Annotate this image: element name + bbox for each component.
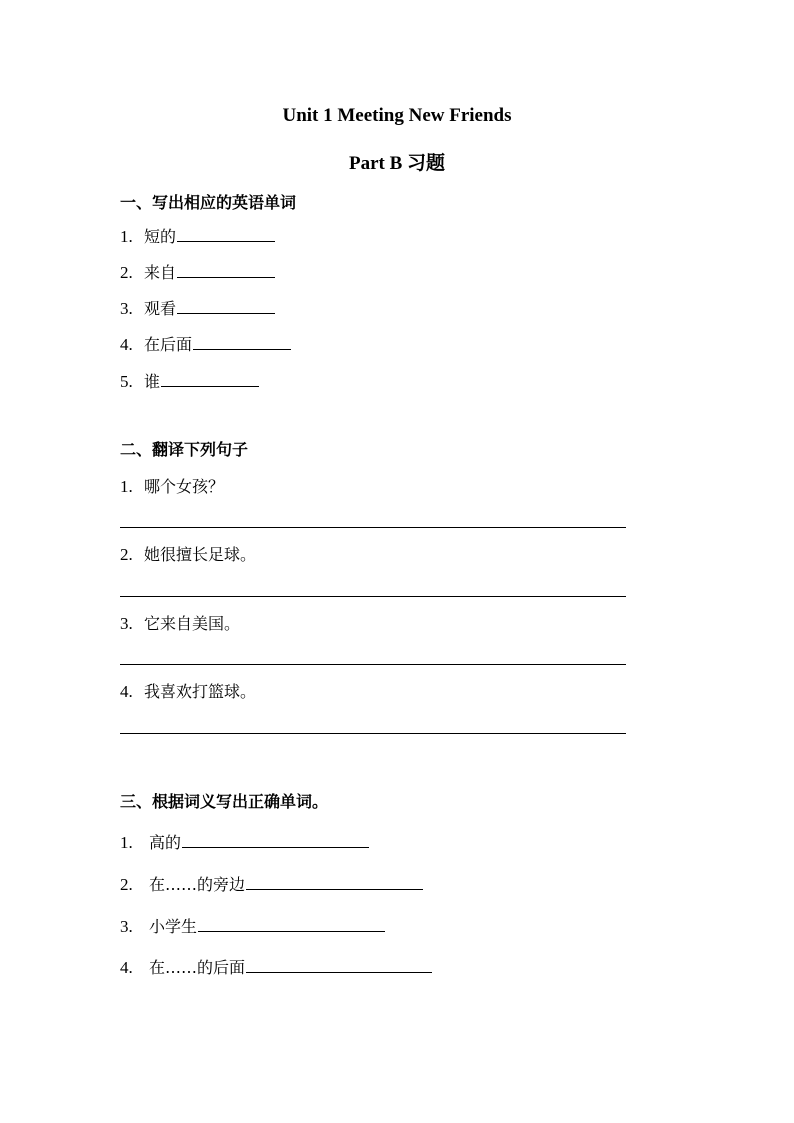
s3-item-1-blank[interactable] [182, 831, 369, 848]
s2-item-3 [120, 611, 240, 634]
s1-item-2 [120, 260, 275, 283]
s2-answer-line-2[interactable] [120, 596, 626, 597]
s3-item-3-text: 小学生 [149, 917, 198, 936]
s3-item-2-blank[interactable] [246, 873, 423, 890]
s1-item-2-text: 来自 [144, 263, 177, 282]
s3-item-4 [120, 955, 432, 978]
s1-item-1-blank[interactable] [177, 225, 275, 242]
section-1-heading: 一、写出相应的英语单词 [120, 193, 297, 212]
s1-item-4-blank[interactable] [193, 333, 291, 350]
s2-item-3-number: 3. [120, 614, 133, 633]
s1-item-5 [120, 369, 259, 392]
s1-item-3-number: 3. [120, 299, 133, 318]
worksheet-subtitle: Part B 习题 [348, 153, 446, 174]
s3-item-4-text: 在……的后面 [149, 958, 246, 977]
s1-item-1 [120, 224, 275, 247]
s2-answer-line-1[interactable] [120, 527, 626, 528]
s1-item-2-blank[interactable] [177, 261, 275, 278]
s3-item-2 [120, 872, 423, 895]
s2-item-4-number: 4. [120, 682, 133, 701]
s1-item-5-number: 5. [120, 372, 133, 391]
s1-item-5-text: 谁 [144, 372, 161, 391]
s1-item-3-text: 观看 [144, 299, 177, 318]
s3-item-2-text: 在……的旁边 [149, 875, 246, 894]
s2-item-2 [120, 542, 256, 565]
s1-item-4-number: 4. [120, 335, 133, 354]
s2-item-1 [120, 474, 224, 497]
s3-item-1 [120, 830, 369, 853]
s3-item-1-number: 1. [120, 833, 133, 852]
s2-item-4-text: 我喜欢打篮球。 [144, 682, 257, 701]
s1-item-4 [120, 332, 291, 355]
s2-answer-line-3[interactable] [120, 664, 626, 665]
section-3-heading: 三、根据词义写出正确单词。 [120, 792, 329, 811]
worksheet-title: Unit 1 Meeting New Friends [282, 105, 512, 126]
section-2-heading: 二、翻译下列句子 [120, 440, 249, 459]
s2-item-1-number: 1. [120, 477, 133, 496]
s2-answer-line-4[interactable] [120, 733, 626, 734]
s1-item-4-text: 在后面 [144, 335, 193, 354]
s3-item-4-number: 4. [120, 958, 133, 977]
s3-item-3-blank[interactable] [198, 915, 385, 932]
s3-item-3-number: 3. [120, 917, 133, 936]
s1-item-3 [120, 296, 275, 319]
s1-item-3-blank[interactable] [177, 297, 275, 314]
s3-item-3 [120, 914, 385, 937]
s2-item-2-number: 2. [120, 545, 133, 564]
s3-item-4-blank[interactable] [246, 956, 432, 973]
s1-item-2-number: 2. [120, 263, 133, 282]
s2-item-3-text: 它来自美国。 [144, 614, 241, 633]
s2-item-2-text: 她很擅长足球。 [144, 545, 257, 564]
s1-item-1-number: 1. [120, 227, 133, 246]
s2-item-4 [120, 679, 256, 702]
s1-item-5-blank[interactable] [161, 370, 259, 387]
s1-item-1-text: 短的 [144, 227, 177, 246]
s3-item-1-text: 高的 [149, 833, 182, 852]
s2-item-1-text: 哪个女孩？ [144, 477, 225, 496]
s3-item-2-number: 2. [120, 875, 133, 894]
